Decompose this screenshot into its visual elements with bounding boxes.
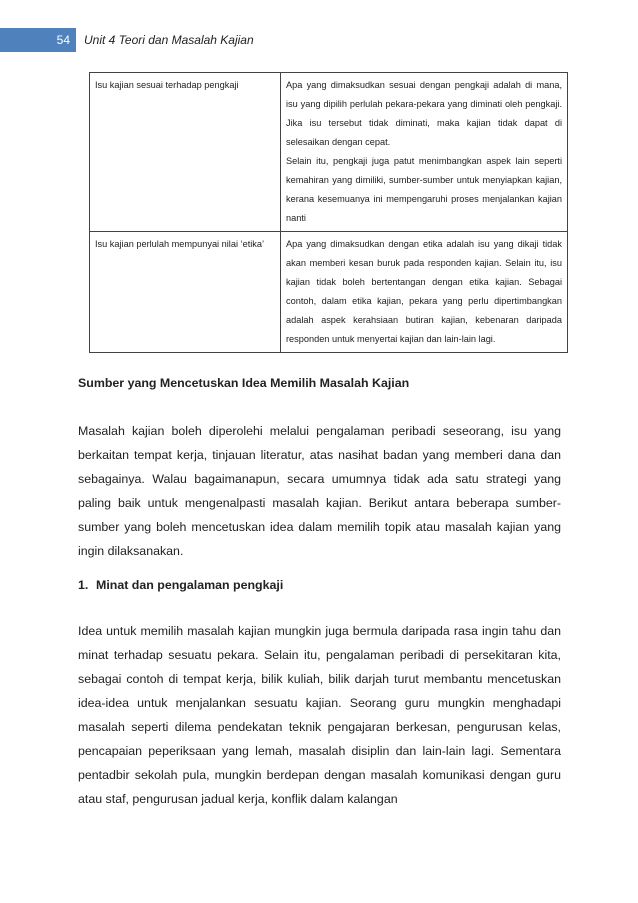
subsection-heading [78,578,283,592]
explanation-cell [281,232,568,353]
section-heading: Sumber yang Mencetuskan Idea Memilih Masalah Kajian [78,376,410,390]
table-row [90,232,568,353]
explanation-paragraph: Apa yang dimaksudkan dengan etika adalah isu yang dikaji tidak akan memberi kesan buruk pada responden kajian. Selain itu, isu kajian tidak boleh bertentangan dengan etika kajian. Sebagai contoh, dalam etika kajian, pekara yang perlu dipertimbangkan adalah aspek kerahsiaan butiran kajian, kebenaran daripada responden untuk menyertai kajian dan lain-lain lagi. [286,239,562,344]
page-number: 54 [0,28,76,52]
explanation-cell [281,73,568,232]
page-header [0,28,638,52]
subsection-title: Minat dan pengalaman pengkaji [96,578,284,592]
criterion-cell [90,73,281,232]
intro-paragraph: Masalah kajian boleh diperolehi melalui pengalaman peribadi seseorang, isu yang berkaitan tempat kerja, tinjauan literatur, atas nasihat badan yang memberi dana dan sebagainya. Walau bagaimanapun, secara umumnya tidak ada satu strategi yang paling baik untuk mengenalpasti masalah kajian. Berikut antara beberapa sumber-sumber yang boleh mencetuskan idea dalam memilih topik atau masalah kajian yang ingin dilaksanakan. [78,424,561,558]
explanation-paragraph: Apa yang dimaksudkan sesuai dengan pengkaji adalah di mana, isu yang dipilih perlulah pekara-pekara yang diminati oleh pengkaji. Jika isu tersebut tidak diminati, maka kajian tidak dapat di selesaikan dengan cepat. [286,80,562,147]
subsection-number: 1. [78,578,89,592]
table-row [90,73,568,232]
explanation-paragraph: Selain itu, pengkaji juga patut menimbangkan aspek lain seperti kemahiran yang dimiliki, sumber-sumber untuk menyiapkan kajian, kerana kesemuanya ini mempengaruhi proses menjalankan kajian nanti [286,156,562,223]
running-title: Unit 4 Teori dan Masalah Kajian [84,33,254,47]
criteria-table [89,72,568,353]
criterion-cell [90,232,281,353]
body-paragraph: Idea untuk memilih masalah kajian mungkin juga bermula daripada rasa ingin tahu dan minat terhadap sesuatu pekara. Selain itu, pengalaman peribadi di persekitaran kita, sebagai contoh di tempat kerja, bilik kuliah, bilik darjah turut membantu mencetuskan idea-idea untuk menjalankan sesuatu kajian. Seorang guru mungkin menghadapi masalah seperti dilema pendekatan teknik pengajaran berkesan, pengurusan kelas, pencapaian peperiksaan yang lemah, masalah disiplin dan lain-lain lagi. Sementara pentadbir sekolah pula, mungkin berdepan dengan masalah komunikasi dengan guru atau staf, pengurusan jadual kerja, konflik dalam kalangan [78,624,561,806]
criterion-text: Isu kajian perlulah mempunyai nilai ‘etika’ [95,239,265,249]
criterion-text: Isu kajian sesuai terhadap pengkaji [95,80,239,90]
